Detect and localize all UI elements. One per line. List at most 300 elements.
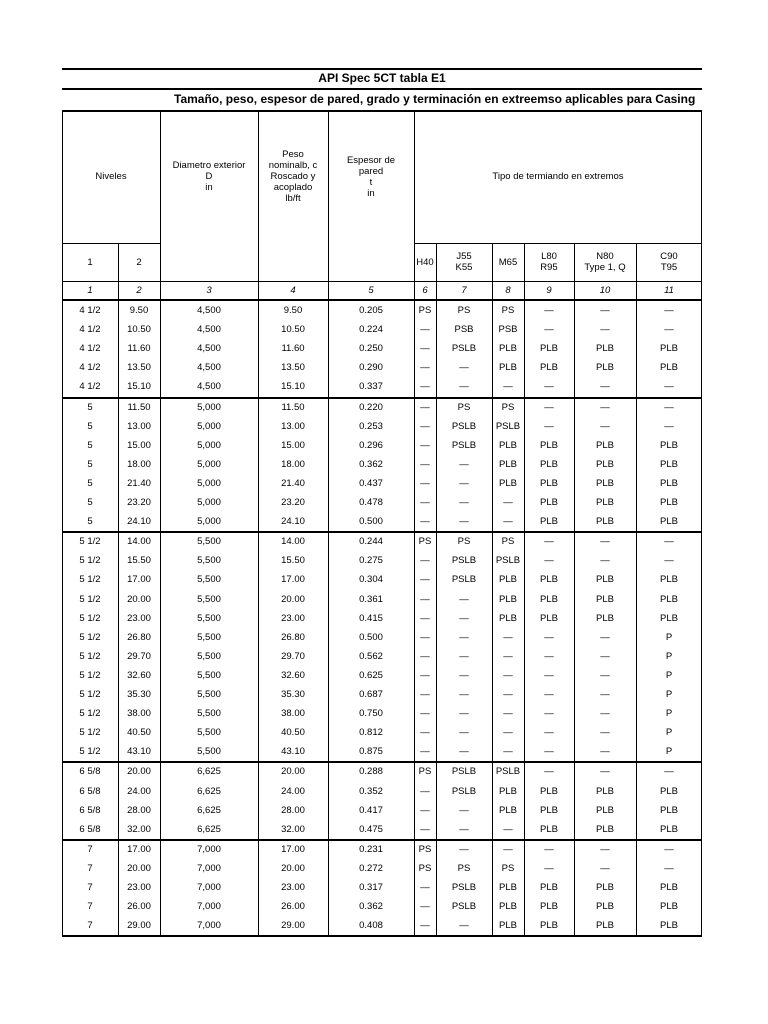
grid-line bbox=[492, 243, 493, 299]
table-cell: PLB bbox=[499, 612, 517, 624]
table-cell: 20.00 bbox=[127, 593, 151, 605]
table-cell: — bbox=[600, 727, 610, 739]
table-cell: 5 bbox=[87, 516, 93, 528]
table-cell: 5 bbox=[87, 401, 93, 413]
table-cell: 15.10 bbox=[127, 381, 151, 393]
table-row bbox=[62, 532, 702, 551]
table-cell: — bbox=[420, 555, 430, 567]
table-cell: PS bbox=[418, 766, 432, 778]
header-grade-1: H40 bbox=[416, 256, 434, 268]
table-cell: 4,500 bbox=[197, 381, 221, 393]
table-cell: 23.20 bbox=[281, 497, 305, 509]
table-row bbox=[62, 916, 702, 935]
table-cell: PSLB bbox=[451, 766, 477, 778]
table-cell: P bbox=[665, 650, 673, 662]
table-cell: 13.50 bbox=[281, 362, 305, 374]
table-cell: PSLB bbox=[451, 574, 477, 586]
grid-line bbox=[160, 299, 161, 936]
table-cell: PLB bbox=[596, 823, 614, 835]
grid-line bbox=[118, 243, 119, 299]
table-cell: — bbox=[600, 689, 610, 701]
table-row bbox=[62, 820, 702, 839]
grid-line bbox=[414, 299, 415, 936]
rule bbox=[62, 281, 702, 282]
table-cell: 24.10 bbox=[281, 516, 305, 528]
table-cell: 29.70 bbox=[281, 650, 305, 662]
table-cell: PLB bbox=[596, 477, 614, 489]
table-cell: 0.296 bbox=[359, 439, 383, 451]
table-cell: — bbox=[600, 401, 610, 413]
header-grade-3: M65 bbox=[498, 256, 518, 268]
table-cell: 6,625 bbox=[197, 766, 221, 778]
table-cell: PLB bbox=[660, 458, 678, 470]
table-cell: 0.687 bbox=[359, 689, 383, 701]
table-cell: PSLB bbox=[495, 420, 521, 432]
table-cell: — bbox=[664, 420, 674, 432]
column-number: 4 bbox=[290, 285, 296, 296]
table-cell: P bbox=[665, 669, 673, 681]
table-cell: 6 5/8 bbox=[79, 766, 101, 778]
table-row bbox=[62, 474, 702, 493]
table-cell: — bbox=[544, 689, 554, 701]
table-cell: PLB bbox=[499, 901, 517, 913]
table-cell: 14.00 bbox=[127, 536, 151, 548]
table-cell: 5 1/2 bbox=[79, 689, 101, 701]
table-cell: 20.00 bbox=[281, 862, 305, 874]
table-cell: — bbox=[600, 746, 610, 758]
table-cell: 9.50 bbox=[129, 305, 149, 317]
table-cell: — bbox=[503, 843, 513, 855]
table-cell: P bbox=[665, 746, 673, 758]
table-cell: 5 1/2 bbox=[79, 536, 101, 548]
table-cell: PLB bbox=[540, 574, 558, 586]
table-cell: — bbox=[420, 727, 430, 739]
table-cell: PLB bbox=[660, 823, 678, 835]
table-cell: PLB bbox=[596, 574, 614, 586]
table-cell: 32.60 bbox=[281, 669, 305, 681]
table-cell: PLB bbox=[540, 343, 558, 355]
table-cell: — bbox=[544, 420, 554, 432]
table-cell: — bbox=[544, 727, 554, 739]
table-cell: PS bbox=[457, 401, 471, 413]
table-cell: 0.562 bbox=[359, 650, 383, 662]
table-cell: 5,500 bbox=[197, 708, 221, 720]
table-cell: 4 1/2 bbox=[79, 381, 101, 393]
table-cell: — bbox=[459, 516, 469, 528]
table-row bbox=[62, 647, 702, 666]
table-cell: 23.00 bbox=[127, 612, 151, 624]
table-cell: 35.30 bbox=[127, 689, 151, 701]
table-cell: 0.224 bbox=[359, 324, 383, 336]
table-cell: — bbox=[420, 477, 430, 489]
table-cell: 6 5/8 bbox=[79, 804, 101, 816]
table-cell: 5,000 bbox=[197, 458, 221, 470]
column-number: 10 bbox=[599, 285, 611, 296]
table-row bbox=[62, 628, 702, 647]
table-cell: PLB bbox=[660, 920, 678, 932]
table-cell: 7 bbox=[87, 882, 93, 894]
table-cell: 4,500 bbox=[197, 324, 221, 336]
table-row bbox=[62, 762, 702, 781]
table-cell: — bbox=[544, 650, 554, 662]
table-row bbox=[62, 320, 702, 339]
table-cell: PSLB bbox=[495, 766, 521, 778]
table-cell: — bbox=[600, 381, 610, 393]
table-cell: — bbox=[544, 401, 554, 413]
table-cell: — bbox=[544, 746, 554, 758]
rule bbox=[62, 243, 160, 244]
table-cell: 4 1/2 bbox=[79, 324, 101, 336]
table-cell: — bbox=[503, 669, 513, 681]
table-row bbox=[62, 723, 702, 742]
table-cell: 5 1/2 bbox=[79, 650, 101, 662]
column-number-row bbox=[62, 282, 702, 299]
subtitle-row bbox=[62, 88, 702, 110]
table-cell: PLB bbox=[540, 804, 558, 816]
grid-line bbox=[118, 299, 119, 936]
grid-line bbox=[62, 110, 63, 299]
table-cell: 18.00 bbox=[281, 458, 305, 470]
table-cell: — bbox=[600, 420, 610, 432]
table-cell: — bbox=[600, 843, 610, 855]
table-cell: PLB bbox=[660, 343, 678, 355]
table-cell: — bbox=[420, 343, 430, 355]
table-cell: — bbox=[503, 516, 513, 528]
table-cell: PLB bbox=[540, 920, 558, 932]
table-cell: — bbox=[503, 497, 513, 509]
table-cell: — bbox=[664, 843, 674, 855]
table-cell: — bbox=[600, 766, 610, 778]
table-cell: PLB bbox=[596, 439, 614, 451]
table-row bbox=[62, 493, 702, 512]
table-cell: — bbox=[459, 497, 469, 509]
table-cell: — bbox=[420, 785, 430, 797]
table-cell: 40.50 bbox=[127, 727, 151, 739]
table-cell: PLB bbox=[660, 593, 678, 605]
table-cell: PLB bbox=[540, 901, 558, 913]
table-cell: PLB bbox=[540, 612, 558, 624]
header-level-1: 1 bbox=[87, 256, 93, 268]
table-row bbox=[62, 782, 702, 801]
table-cell: 23.00 bbox=[127, 882, 151, 894]
table-cell: PLB bbox=[499, 343, 517, 355]
table-cell: — bbox=[544, 305, 554, 317]
table-cell: 17.00 bbox=[281, 843, 305, 855]
table-cell: 7,000 bbox=[197, 882, 221, 894]
table-cell: PLB bbox=[660, 882, 678, 894]
table-cell: — bbox=[459, 920, 469, 932]
table-cell: 6,625 bbox=[197, 785, 221, 797]
table-cell: 0.875 bbox=[359, 746, 383, 758]
table-row bbox=[62, 666, 702, 685]
table-cell: 29.70 bbox=[127, 650, 151, 662]
column-number: 6 bbox=[422, 285, 428, 296]
table-row bbox=[62, 897, 702, 916]
table-cell: — bbox=[420, 420, 430, 432]
table-cell: 23.00 bbox=[281, 882, 305, 894]
table-cell: PLB bbox=[499, 593, 517, 605]
table-cell: 5,500 bbox=[197, 574, 221, 586]
table-cell: 7 bbox=[87, 843, 93, 855]
table-cell: PLB bbox=[540, 882, 558, 894]
table-cell: — bbox=[459, 689, 469, 701]
table-cell: — bbox=[420, 612, 430, 624]
table-cell: — bbox=[544, 381, 554, 393]
table-cell: — bbox=[544, 669, 554, 681]
table-cell: — bbox=[420, 746, 430, 758]
table-cell: — bbox=[459, 746, 469, 758]
table-cell: PSLB bbox=[451, 439, 477, 451]
table-cell: 0.500 bbox=[359, 631, 383, 643]
table-cell: — bbox=[459, 458, 469, 470]
table-cell: 0.317 bbox=[359, 882, 383, 894]
table-cell: PLB bbox=[596, 804, 614, 816]
table-cell: — bbox=[420, 689, 430, 701]
header-peso: Peso nominalb, c Roscado y acoplado lb/ft bbox=[268, 149, 318, 204]
table-cell: 5 1/2 bbox=[79, 631, 101, 643]
table-cell: 15.00 bbox=[127, 439, 151, 451]
table-cell: 4 1/2 bbox=[79, 305, 101, 317]
table-cell: 13.50 bbox=[127, 362, 151, 374]
table-cell: 17.00 bbox=[127, 574, 151, 586]
table-cell: PLB bbox=[660, 516, 678, 528]
table-cell: PSLB bbox=[451, 785, 477, 797]
table-cell: 32.00 bbox=[127, 823, 151, 835]
table-cell: PLB bbox=[660, 362, 678, 374]
table-cell: 20.00 bbox=[281, 766, 305, 778]
table-cell: 0.220 bbox=[359, 401, 383, 413]
table-cell: 28.00 bbox=[127, 804, 151, 816]
table-cell: — bbox=[503, 650, 513, 662]
table-row bbox=[62, 590, 702, 609]
header-tipo: Tipo de termiando en extremos bbox=[492, 171, 624, 182]
table-cell: 0.437 bbox=[359, 477, 383, 489]
column-number: 9 bbox=[546, 285, 552, 296]
grid-line bbox=[258, 299, 259, 936]
table-cell: — bbox=[664, 305, 674, 317]
table-row bbox=[62, 704, 702, 723]
table-cell: 11.60 bbox=[281, 343, 305, 355]
table-cell: 0.408 bbox=[359, 920, 383, 932]
table-cell: 10.50 bbox=[127, 324, 151, 336]
table-cell: 5,000 bbox=[197, 516, 221, 528]
table-cell: PLB bbox=[540, 458, 558, 470]
table-cell: 15.10 bbox=[281, 381, 305, 393]
table-row bbox=[62, 339, 702, 358]
table-cell: 6,625 bbox=[197, 804, 221, 816]
table-cell: 9.50 bbox=[283, 305, 303, 317]
table-cell: PLB bbox=[596, 497, 614, 509]
table-cell: PLB bbox=[660, 901, 678, 913]
table-cell: — bbox=[664, 324, 674, 336]
table-cell: PLB bbox=[660, 574, 678, 586]
table-cell: 5,000 bbox=[197, 439, 221, 451]
grid-line bbox=[258, 110, 259, 299]
table-cell: 6,625 bbox=[197, 823, 221, 835]
table-cell: — bbox=[600, 862, 610, 874]
table-cell: 5,000 bbox=[197, 497, 221, 509]
header-espesor: Espesor de pared t in bbox=[346, 154, 396, 199]
table-cell: — bbox=[600, 650, 610, 662]
table-cell: 0.275 bbox=[359, 555, 383, 567]
table-cell: 0.362 bbox=[359, 458, 383, 470]
column-number: 8 bbox=[505, 285, 511, 296]
table-cell: — bbox=[459, 804, 469, 816]
table-cell: — bbox=[420, 650, 430, 662]
table-cell: — bbox=[459, 727, 469, 739]
table-cell: — bbox=[600, 631, 610, 643]
table-cell: — bbox=[420, 401, 430, 413]
table-cell: 32.00 bbox=[281, 823, 305, 835]
table-cell: — bbox=[420, 497, 430, 509]
table-cell: 26.00 bbox=[127, 901, 151, 913]
table-cell: PLB bbox=[499, 804, 517, 816]
table-cell: 5,500 bbox=[197, 536, 221, 548]
table-cell: PS bbox=[457, 536, 471, 548]
table-cell: — bbox=[420, 669, 430, 681]
table-cell: — bbox=[544, 843, 554, 855]
column-number: 7 bbox=[461, 285, 467, 296]
table-cell: 5 bbox=[87, 497, 93, 509]
table-cell: — bbox=[600, 305, 610, 317]
table-cell: — bbox=[459, 381, 469, 393]
table-cell: 14.00 bbox=[281, 536, 305, 548]
table-cell: 7,000 bbox=[197, 862, 221, 874]
table-cell: PLB bbox=[660, 804, 678, 816]
table-cell: — bbox=[459, 843, 469, 855]
table-cell: PLB bbox=[596, 593, 614, 605]
grid-line bbox=[436, 243, 437, 299]
table-cell: PLB bbox=[499, 362, 517, 374]
table-cell: 5 1/2 bbox=[79, 612, 101, 624]
table-cell: 11.60 bbox=[127, 343, 151, 355]
table-row bbox=[62, 570, 702, 589]
table-cell: PLB bbox=[660, 497, 678, 509]
table-cell: 10.50 bbox=[281, 324, 305, 336]
table-cell: 7 bbox=[87, 901, 93, 913]
table-cell: — bbox=[459, 650, 469, 662]
grid-line bbox=[328, 110, 329, 299]
table-row bbox=[62, 840, 702, 859]
table-cell: — bbox=[503, 689, 513, 701]
table-cell: — bbox=[600, 555, 610, 567]
table-row bbox=[62, 455, 702, 474]
table-row bbox=[62, 398, 702, 417]
table-cell: 5,500 bbox=[197, 631, 221, 643]
table-cell: — bbox=[664, 555, 674, 567]
rule bbox=[62, 110, 702, 112]
table-cell: 24.00 bbox=[281, 785, 305, 797]
table-cell: — bbox=[503, 631, 513, 643]
grid-line bbox=[524, 243, 525, 299]
table-cell: — bbox=[420, 516, 430, 528]
header-grade-4: L80 R95 bbox=[540, 251, 558, 273]
header-diametro: Diametro exterior D in bbox=[172, 160, 246, 193]
table-cell: 29.00 bbox=[281, 920, 305, 932]
table-cell: 13.00 bbox=[127, 420, 151, 432]
table-cell: — bbox=[420, 631, 430, 643]
grid-line bbox=[636, 243, 637, 299]
table-cell: PLB bbox=[499, 458, 517, 470]
table-cell: 17.00 bbox=[127, 843, 151, 855]
rule bbox=[414, 243, 702, 244]
table-cell: 5,000 bbox=[197, 477, 221, 489]
grid-line bbox=[62, 299, 63, 936]
table-cell: — bbox=[459, 708, 469, 720]
table-cell: 0.625 bbox=[359, 669, 383, 681]
table-cell: 43.10 bbox=[127, 746, 151, 758]
table-cell: — bbox=[664, 381, 674, 393]
table-cell: 24.00 bbox=[127, 785, 151, 797]
table-cell: PLB bbox=[596, 785, 614, 797]
table-cell: — bbox=[420, 593, 430, 605]
table-cell: — bbox=[420, 574, 430, 586]
table-cell: 5 1/2 bbox=[79, 669, 101, 681]
grid-line bbox=[160, 110, 161, 299]
header-level-2: 2 bbox=[136, 256, 142, 268]
table-cell: — bbox=[544, 324, 554, 336]
table-cell: PSLB bbox=[495, 555, 521, 567]
table-cell: 21.40 bbox=[281, 477, 305, 489]
table-cell: 5 bbox=[87, 458, 93, 470]
table-subtitle: Tamaño, peso, espesor de pared, grado y terminación en extreemso aplicables para Casing bbox=[174, 91, 696, 106]
column-number: 3 bbox=[206, 285, 212, 296]
table-cell: 20.00 bbox=[281, 593, 305, 605]
table-cell: PLB bbox=[499, 785, 517, 797]
header-niveles: Niveles bbox=[95, 171, 127, 182]
table-cell: 4,500 bbox=[197, 305, 221, 317]
table-cell: 20.00 bbox=[127, 862, 151, 874]
table-cell: PLB bbox=[540, 516, 558, 528]
table-cell: PS bbox=[501, 536, 515, 548]
table-cell: 43.10 bbox=[281, 746, 305, 758]
table-cell: — bbox=[420, 823, 430, 835]
table-cell: PS bbox=[418, 536, 432, 548]
table-cell: 15.50 bbox=[127, 555, 151, 567]
header-grade-2: J55 K55 bbox=[455, 251, 473, 273]
table-cell: — bbox=[459, 593, 469, 605]
table-cell: 15.50 bbox=[281, 555, 305, 567]
table-cell: 0.415 bbox=[359, 612, 383, 624]
header-grade-row bbox=[62, 243, 702, 281]
table-cell: PLB bbox=[596, 882, 614, 894]
table-cell: 23.00 bbox=[281, 612, 305, 624]
table-cell: 28.00 bbox=[281, 804, 305, 816]
table-cell: — bbox=[420, 804, 430, 816]
table-cell: — bbox=[664, 862, 674, 874]
table-cell: PSLB bbox=[451, 555, 477, 567]
table-cell: — bbox=[664, 536, 674, 548]
table-cell: 26.80 bbox=[127, 631, 151, 643]
table-cell: — bbox=[503, 381, 513, 393]
table-row bbox=[62, 436, 702, 455]
table-cell: PLB bbox=[596, 612, 614, 624]
table-cell: — bbox=[420, 324, 430, 336]
header-grade-6: C90 T95 bbox=[660, 251, 678, 273]
table-cell: PLB bbox=[660, 477, 678, 489]
table-cell: PLB bbox=[540, 477, 558, 489]
table-cell: — bbox=[420, 882, 430, 894]
table-cell: 5,500 bbox=[197, 669, 221, 681]
table-row bbox=[62, 685, 702, 704]
grid-line bbox=[574, 299, 575, 936]
table-cell: 11.50 bbox=[281, 401, 305, 413]
table-cell: PSLB bbox=[451, 420, 477, 432]
table-cell: 0.250 bbox=[359, 343, 383, 355]
table-cell: P bbox=[665, 631, 673, 643]
table-cell: 5 1/2 bbox=[79, 555, 101, 567]
table-row bbox=[62, 878, 702, 897]
